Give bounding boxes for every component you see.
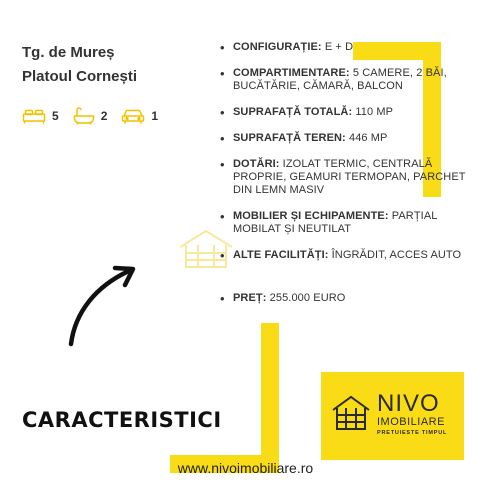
logo-building-icon	[331, 392, 371, 437]
features-list	[218, 41, 466, 318]
location	[22, 41, 137, 89]
feature-pret: • PREȚ: 255.000 EURO	[218, 292, 466, 305]
location-area: Platoul Cornești	[22, 68, 138, 85]
feature-alte-facilitati: • ALTE FACILITĂȚI: ÎNGRĂDIT, ACCES AUTO	[218, 249, 466, 262]
feature-compartimentare: • COMPARTIMENTARE: 5 CAMERE, 2 BĂI, BUCĂTĂRIE, CĂMARĂ, BALCON	[218, 67, 466, 93]
website-link[interactable]: www.nivoimobiliare.ro	[177, 460, 314, 476]
bed-icon	[22, 108, 46, 124]
page-title: CARACTERISTICI	[22, 408, 222, 432]
logo-sub: IMOBILIARE	[377, 416, 445, 429]
feature-suprafata-totala: • SUPRAFAȚĂ TOTALĂ: 110 MP	[218, 106, 466, 119]
logo-name: NIVO	[377, 390, 440, 418]
watermark-building-icon	[178, 227, 234, 274]
parking-count: 1	[151, 109, 159, 123]
bathtub-icon	[73, 107, 95, 125]
feature-configuratie: • CONFIGURAȚIE: E + D	[218, 41, 466, 54]
yellow-frame-bottom	[261, 323, 279, 473]
logo-tagline: PRETUIESTE TIMPUL	[377, 430, 448, 437]
car-icon	[121, 108, 145, 124]
nivo-logo	[321, 372, 464, 460]
bedrooms-count: 5	[52, 109, 59, 123]
feature-dotari: • DOTĂRI: IZOLAT TERMIC, CENTRALĂ PROPRIE, GEAMURI TERMOPAN, PARCHET DIN LEMN MASIV	[218, 158, 466, 197]
location-city: Tg. de Mureș	[22, 44, 115, 61]
bathrooms-count: 2	[100, 109, 108, 123]
amenities	[22, 107, 172, 125]
feature-suprafata-teren: • SUPRAFAȚĂ TEREN: 446 MP	[218, 132, 466, 145]
feature-mobilier: • MOBILIER ȘI ECHIPAMENTE: PARȚIAL MOBILAT ȘI NEUTILAT	[218, 210, 466, 236]
arrow-icon	[65, 258, 145, 353]
